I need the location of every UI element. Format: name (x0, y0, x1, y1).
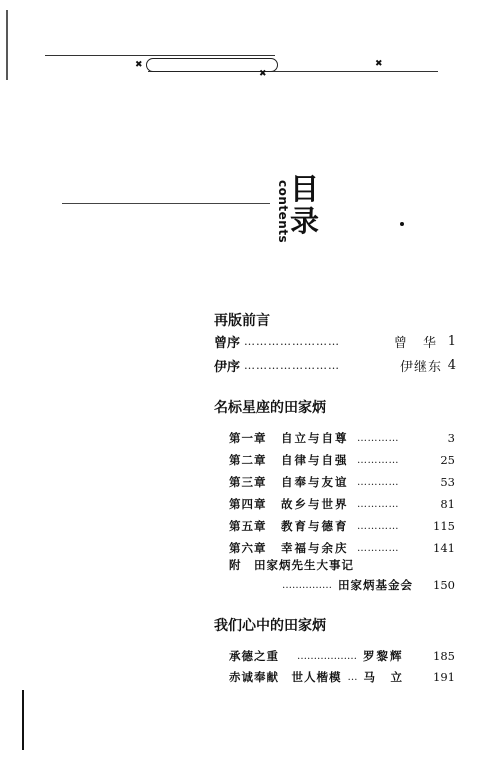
page-number: 25 (440, 453, 455, 467)
header-line-top (45, 55, 275, 56)
chapter-name: 教育与德育 (281, 519, 349, 533)
chapter-row[interactable] (229, 495, 455, 513)
page-number: 4 (447, 357, 456, 373)
contents-label: contents (276, 180, 290, 244)
chapter-name: 自律与自强 (281, 453, 349, 467)
title-rule (62, 203, 270, 204)
preface-author: 曾 华 (393, 335, 442, 351)
leader-dots: ……………… (297, 650, 357, 662)
chapter-row[interactable] (229, 473, 455, 491)
page-number: 150 (433, 578, 455, 592)
star-ornament-1: ✖ (135, 60, 143, 70)
page-number: 53 (440, 475, 455, 489)
decorative-dot (400, 222, 404, 226)
page-number: 81 (440, 497, 455, 511)
leader-dots: ………… (357, 476, 399, 488)
appendix-title[interactable]: 附 田家炳先生大事记 (229, 558, 354, 572)
chapter-row[interactable] (229, 517, 455, 535)
leader-dots: ………… (357, 520, 399, 532)
section-title-star: 名标星座的田家炳 (214, 400, 326, 416)
appendix-row[interactable] (282, 576, 455, 594)
leader-dots: … (347, 671, 358, 683)
scan-mark-left (6, 10, 8, 80)
chapter-number: 第五章 (229, 519, 267, 533)
page-number: 115 (433, 519, 455, 533)
page-number: 141 (433, 541, 455, 555)
chapter-row[interactable] (229, 429, 455, 447)
chapter-number: 第一章 (229, 431, 267, 445)
scan-mark-bottom (22, 690, 24, 750)
article-author: 马 立 (363, 670, 404, 684)
article-title: 赤诚奉献 世人楷模 (229, 670, 342, 684)
leader-dots: ………… (357, 498, 399, 510)
chapter-row[interactable] (229, 451, 455, 469)
section-title-in-our-hearts: 我们心中的田家炳 (214, 618, 326, 634)
preface-author: 伊继东 (399, 359, 442, 375)
preface-label: 伊序 (214, 359, 241, 375)
star-ornament-3: ✖ (375, 59, 383, 69)
article-row[interactable] (229, 668, 455, 686)
article-title: 承德之重 (229, 649, 279, 663)
chapter-name: 幸福与余庆 (281, 541, 349, 555)
star-ornament-2: ✖ (259, 69, 267, 79)
page-number: 191 (433, 670, 455, 684)
chapter-number: 第六章 (229, 541, 267, 555)
appendix-author: 田家炳基金会 (338, 578, 413, 592)
preface-label: 曾序 (214, 335, 241, 351)
chapter-number: 第二章 (229, 453, 267, 467)
chapter-name: 故乡与世界 (281, 497, 349, 511)
chapter-row[interactable] (229, 539, 455, 557)
title-char-lu: 录 (290, 204, 320, 238)
chapter-number: 第三章 (229, 475, 267, 489)
leader-dots: …………………… (244, 358, 341, 372)
article-author: 罗黎辉 (363, 649, 404, 663)
chapter-name: 自立与自尊 (281, 431, 349, 445)
article-row[interactable] (229, 647, 455, 665)
leader-dots: ………… (357, 454, 399, 466)
page-number: 3 (447, 431, 455, 445)
leader-dots: …………… (282, 579, 332, 591)
page-number: 1 (447, 333, 456, 349)
page-number: 185 (433, 649, 455, 663)
chapter-name: 自奉与友谊 (281, 475, 349, 489)
section-title-reprint-preface: 再版前言 (214, 313, 270, 329)
chapter-number: 第四章 (229, 497, 267, 511)
leader-dots: ………… (357, 542, 399, 554)
preface-row[interactable] (214, 356, 456, 374)
leader-dots: ………… (357, 432, 399, 444)
leader-dots: …………………… (244, 334, 341, 348)
title-char-mu: 目 (290, 172, 320, 206)
preface-row[interactable] (214, 332, 456, 350)
